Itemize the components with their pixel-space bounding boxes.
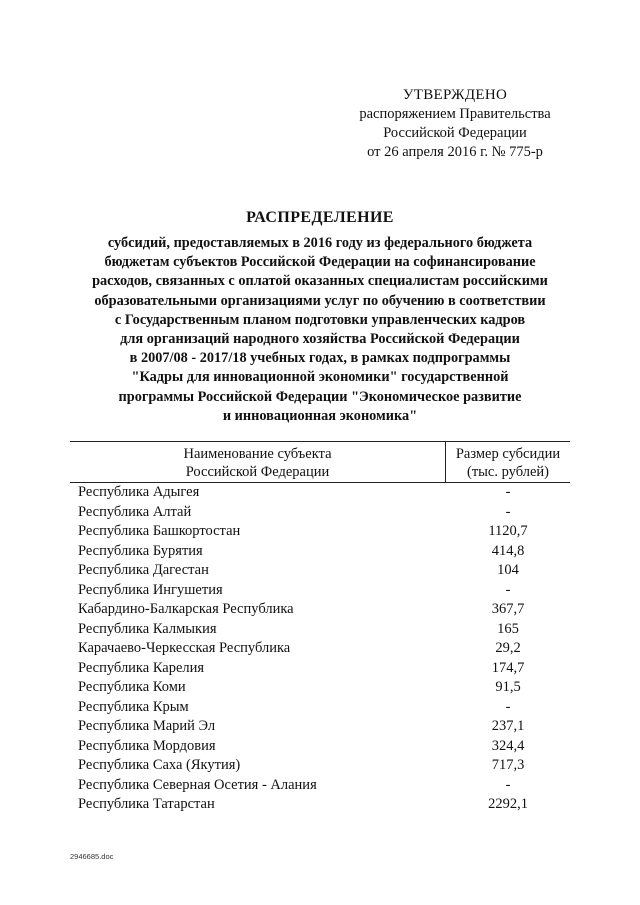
table-row — [70, 639, 570, 659]
table-row — [70, 776, 570, 796]
table-row — [70, 717, 570, 737]
subtitle-line: образовательными организациями услуг по обучению в соответствии — [94, 292, 546, 309]
region-name: Республика Карелия — [78, 659, 205, 676]
approval-line: Российской Федерации — [383, 125, 527, 141]
subtitle-line: субсидий, предоставляемых в 2016 году из федерального бюджета — [107, 235, 533, 251]
column-header-subsidy — [446, 442, 570, 482]
subsidy-value: 324,4 — [491, 737, 525, 754]
subtitle-line: бюджетам субъектов Российской Федерации на софинансирование — [104, 254, 536, 271]
subsidy-value: - — [505, 503, 511, 520]
table-row — [70, 581, 570, 601]
document-title-block — [70, 208, 570, 426]
subsidy-value: - — [505, 484, 511, 500]
table-row — [70, 503, 570, 523]
table-row — [70, 620, 570, 640]
document-title: РАСПРЕДЕЛЕНИЕ — [246, 209, 394, 226]
table-row — [70, 678, 570, 698]
subsidy-value: 717,3 — [491, 757, 525, 773]
subtitle-line: программы Российской Федерации "Экономическое развитие — [118, 388, 522, 405]
region-name: Республика Дагестан — [78, 562, 209, 578]
table-row — [70, 522, 570, 542]
subsidy-value: 29,2 — [495, 640, 521, 656]
header-text: Российской Федерации — [185, 464, 330, 480]
subsidy-value: - — [505, 698, 511, 715]
subsidy-value: 91,5 — [495, 679, 521, 695]
subtitle-line: "Кадры для инновационной экономики" государственной — [131, 369, 509, 386]
region-name: Республика Коми — [78, 679, 186, 695]
approval-date: от 26 апреля 2016 г. № 775-р — [367, 144, 543, 160]
region-name: Республика Алтай — [78, 503, 192, 520]
header-text: Размер субсидии — [455, 446, 561, 462]
subsidy-value: 174,7 — [491, 659, 525, 676]
region-name: Республика Крым — [78, 698, 189, 715]
subsidy-value: 414,8 — [491, 542, 525, 559]
table-row — [70, 600, 570, 620]
table-row — [70, 483, 570, 503]
subsidy-value: 1120,7 — [488, 523, 528, 539]
approval-line: распоряжением Правительства — [359, 106, 551, 122]
subsidy-value: 2292,1 — [488, 796, 528, 812]
subsidy-value: 104 — [497, 562, 519, 578]
approval-stamp — [330, 86, 580, 162]
table-row — [70, 756, 570, 776]
table-row — [70, 698, 570, 718]
document-filename: 2946685.doc — [70, 852, 114, 861]
region-name: Карачаево-Черкесская Республика — [78, 640, 291, 656]
table-row — [70, 561, 570, 581]
table-row — [70, 659, 570, 679]
subtitle-line: и инновационная экономика" — [222, 407, 418, 424]
region-name: Республика Татарстан — [78, 796, 215, 812]
region-name: Республика Мордовия — [78, 737, 216, 754]
region-name: Республика Калмыкия — [78, 620, 217, 637]
table-header — [70, 441, 570, 483]
subtitle-line: расходов, связанных с оплатой оказанных специалистам российскими — [92, 273, 548, 290]
table-row — [70, 737, 570, 757]
subsidy-value: 237,1 — [491, 718, 525, 734]
region-name: Республика Саха (Якутия) — [78, 757, 241, 773]
subsidy-table — [70, 441, 570, 815]
table-row — [70, 542, 570, 562]
column-header-region — [70, 442, 446, 482]
region-name: Республика Ингушетия — [78, 581, 223, 598]
region-name: Республика Марий Эл — [78, 718, 216, 734]
table-row — [70, 795, 570, 815]
document-subtitle — [70, 234, 570, 426]
subtitle-line: в 2007/08 - 2017/18 учебных годах, в рамках подпрограммы — [129, 350, 511, 367]
subtitle-line: с Государственным планом подготовки управленческих кадров — [114, 311, 526, 328]
table-body — [70, 483, 570, 815]
region-name: Республика Адыгея — [78, 484, 200, 500]
subsidy-value: 367,7 — [491, 601, 525, 617]
subsidy-value: - — [505, 776, 511, 793]
subsidy-value: 165 — [497, 620, 519, 637]
approval-heading: УТВЕРЖДЕНО — [402, 87, 508, 103]
subtitle-line: для организаций народного хозяйства Российской Федерации — [120, 331, 520, 348]
region-name: Республика Бурятия — [78, 542, 203, 559]
region-name: Республика Северная Осетия - Алания — [78, 776, 317, 793]
region-name: Республика Башкортостан — [78, 523, 241, 539]
header-text: (тыс. рублей) — [467, 464, 549, 480]
region-name: Кабардино-Балкарская Республика — [78, 601, 294, 617]
subsidy-value: - — [505, 581, 511, 598]
header-text: Наименование субъекта — [183, 446, 332, 462]
